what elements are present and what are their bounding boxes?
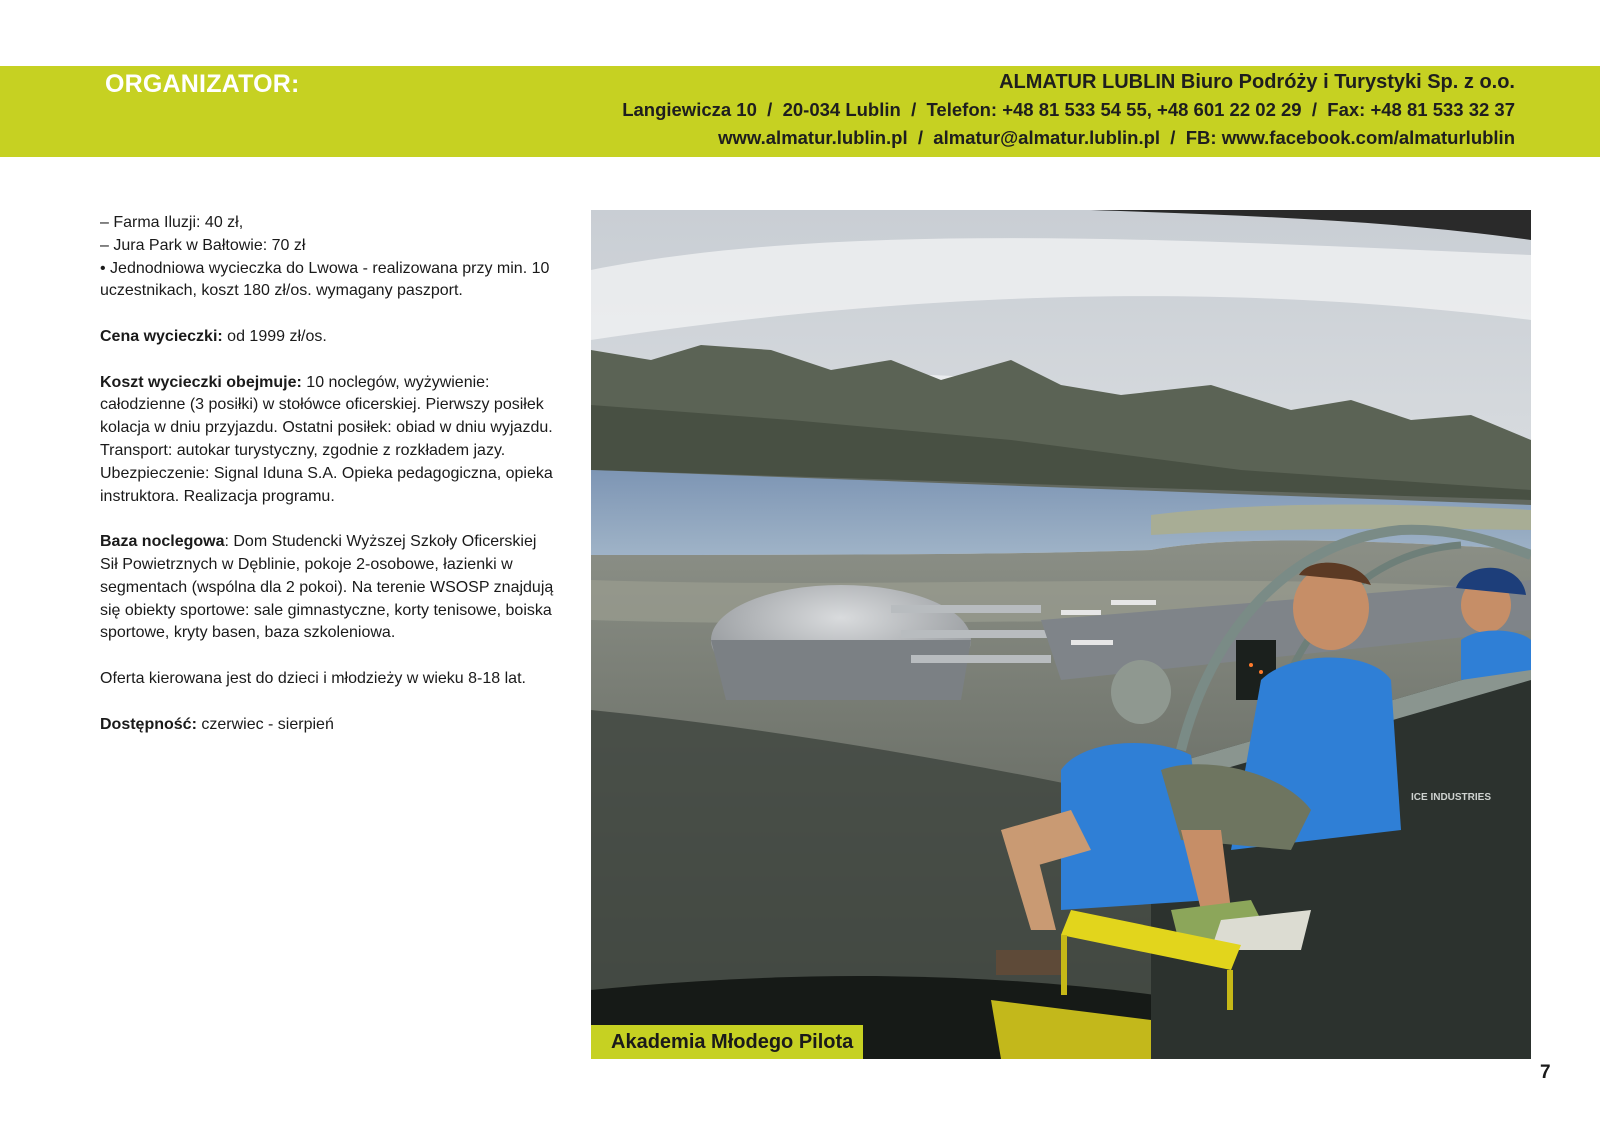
list-item: – Farma Iluzji: 40 zł, (100, 214, 244, 231)
flight-simulator-photo (591, 210, 1531, 1059)
company-name: ALMATUR LUBLIN Biuro Podróży i Turystyki Sp. z o.o. (999, 71, 1515, 93)
price-label: Cena wycieczki: (100, 327, 223, 345)
photo-caption: Akademia Młodego Pilota (591, 1025, 863, 1059)
organizer-contact (622, 68, 1515, 152)
includes-paragraph (100, 372, 555, 509)
availability-paragraph (100, 714, 555, 737)
audience-paragraph: Oferta kierowana jest do dzieci i młodzieży w wieku 8-18 lat. (100, 669, 526, 687)
lodging-label: Baza noclegowa (100, 533, 225, 551)
page-number: 7 (1540, 1062, 1551, 1083)
availability-value: czerwiec - sierpień (196, 715, 334, 733)
organizer-label: ORGANIZATOR: (105, 70, 300, 98)
includes-value: 10 noclegów, wyżywienie: całodzienne (3 posiłki) w stołówce oficerskiej. Pierwszy posiłek kolacja w dniu przyjazdu. Ostatni posiłek: obiad w dniu wyjazdu. Transport: autokar turystyczny, zgodnie z rozkładem jazy. Ubezpieczenie: Signal Iduna S.A. Opieka pedagogiczna, opieka instruktora. Realizacja programu. (100, 373, 553, 505)
address-line: Langiewicza 10 / 20-034 Lublin / Telefon: +48 81 533 54 55, +48 601 22 02 29 / Fax: +48 81 533 32 37 (622, 99, 1515, 120)
includes-label: Koszt wycieczki obejmuje: (100, 373, 302, 391)
price-paragraph (100, 326, 555, 349)
web-contact-line: www.almatur.lublin.pl / almatur@almatur.lublin.pl / FB: www.facebook.com/almaturlublin (718, 127, 1515, 148)
offer-details (100, 212, 555, 736)
price-value: od 1999 zł/os. (222, 327, 327, 345)
lodging-paragraph (100, 531, 555, 645)
availability-label: Dostępność: (100, 715, 197, 733)
list-item: – Jura Park w Bałtowie: 70 zł (100, 236, 306, 254)
list-item: • Jednodniowa wycieczka do Lwowa - realizowana przy min. 10 uczestnikach, koszt 180 zł/os. wymagany paszport. (100, 259, 550, 300)
lodging-value: : Dom Studencki Wyższej Szkoły Oficerskiej Sił Powietrznych w Dęblinie, pokoje 2-osobowe, łazienki w segmentach (wspólna dla 2 pokoi). Na terenie WSOSP znajdują się obiekty sportowe: sale gimnastyczne, korty tenisowe, boiska sportowe, kryty basen, baza szkoleniowa. (100, 533, 554, 642)
cockpit-label: ICE INDUSTRIES (1411, 792, 1492, 803)
